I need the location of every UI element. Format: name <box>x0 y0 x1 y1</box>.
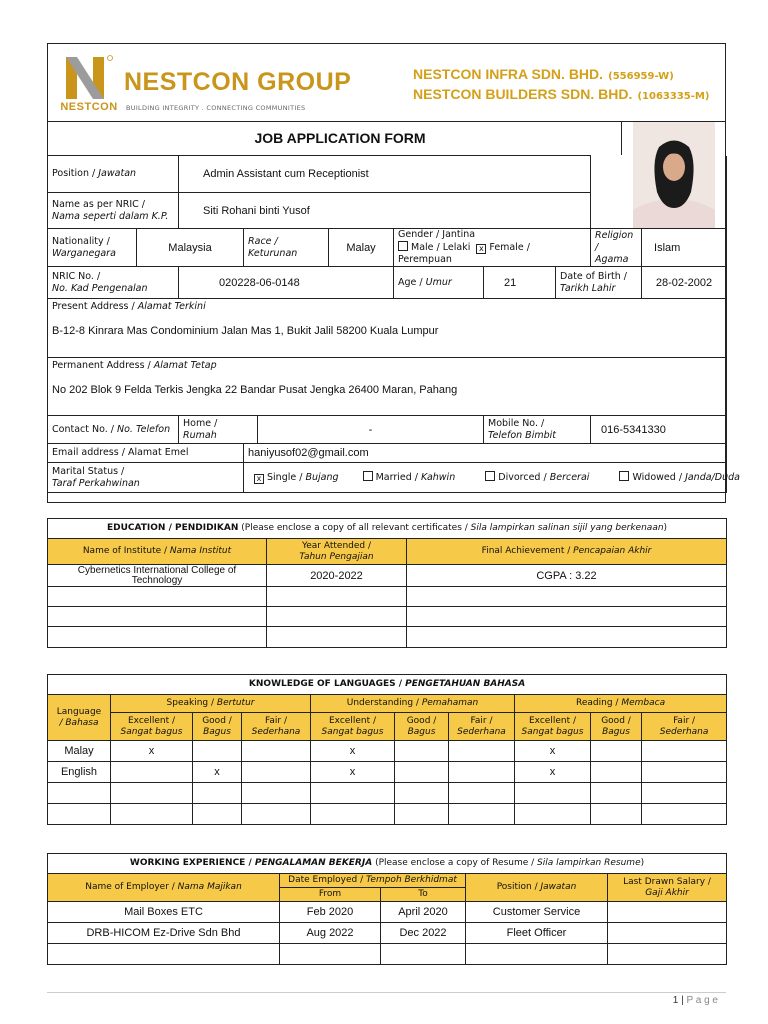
marital-single-label: Single / Bujang <box>267 472 339 483</box>
mark-cell[interactable] <box>642 741 727 762</box>
company-2 <box>413 84 709 103</box>
age-label: Age / Umur <box>394 267 484 299</box>
mark-cell[interactable] <box>242 762 311 783</box>
email-label: Email address / Alamat Emel <box>48 444 244 463</box>
language-cell[interactable] <box>48 804 111 825</box>
col-reading: Reading / Membaca <box>515 695 727 713</box>
gender-female-label: Female / Perempuan <box>398 242 530 265</box>
age-field[interactable]: 21 <box>484 267 556 299</box>
col-good: Good / Bagus <box>395 713 449 741</box>
mark-cell[interactable] <box>449 762 515 783</box>
tagline: BUILDING INTEGRITY . CONNECTING COMMUNITIES <box>126 104 306 112</box>
mark-cell[interactable] <box>449 804 515 825</box>
education-cell[interactable] <box>267 587 407 607</box>
col-position: Position / Jawatan <box>466 874 608 902</box>
education-cell[interactable] <box>48 587 267 607</box>
education-table <box>47 518 727 648</box>
to-cell[interactable]: April 2020 <box>381 902 466 923</box>
mark-cell[interactable] <box>242 783 311 804</box>
col-good: Good / Bagus <box>193 713 242 741</box>
marital-married-label: Married / Kahwin <box>375 472 456 483</box>
mark-cell[interactable] <box>642 762 727 783</box>
company-1 <box>413 64 674 83</box>
employer-cell[interactable]: DRB-HICOM Ez-Drive Sdn Bhd <box>48 923 280 944</box>
table-row <box>48 565 727 587</box>
mark-cell[interactable] <box>111 783 193 804</box>
table-row <box>48 741 727 762</box>
table-row <box>48 944 727 965</box>
experience-title: WORKING EXPERIENCE / PENGALAMAN BEKERJA (Please enclose a copy of Resume / Sila lampirkan Resume) <box>48 854 727 874</box>
mark-cell[interactable]: x <box>193 762 242 783</box>
experience-table <box>47 853 727 965</box>
name-field[interactable]: Siti Rohani binti Yusof <box>179 193 591 229</box>
col-date: Date Employed / Tempoh Berkhidmat <box>280 874 466 888</box>
to-cell[interactable] <box>381 944 466 965</box>
col-employer: Name of Employer / Nama Majikan <box>48 874 280 902</box>
table-row <box>48 783 727 804</box>
col-fair: Fair / Sederhana <box>449 713 515 741</box>
gender-male-checkbox[interactable] <box>398 241 408 251</box>
race-label: Race / Keturunan <box>244 229 329 267</box>
position-cell[interactable]: Fleet Officer <box>466 923 608 944</box>
col-institute: Name of Institute / Nama Institut <box>48 539 267 565</box>
mark-cell[interactable] <box>515 783 591 804</box>
col-excellent: Excellent / Sangat bagus <box>111 713 193 741</box>
table-row <box>48 607 727 627</box>
gender-female-checkbox[interactable]: x <box>476 244 486 254</box>
education-cell[interactable] <box>407 607 727 627</box>
page-word: P a g e <box>686 995 718 1006</box>
from-cell[interactable] <box>280 944 381 965</box>
present-address-cell <box>48 299 727 358</box>
marital-widowed-label: Widowed / Janda/Duda <box>632 472 740 483</box>
education-cell[interactable] <box>267 607 407 627</box>
present-address-field[interactable]: B-12-8 Kinrara Mas Condominium Jalan Mas 1, Bukit Jalil 58200 Kuala Lumpur <box>52 325 439 337</box>
education-cell[interactable] <box>267 627 407 648</box>
dob-label: Date of Birth / Tarikh Lahir <box>556 267 642 299</box>
header-divider <box>47 121 726 122</box>
religion-field[interactable]: Islam <box>642 229 727 267</box>
position-field[interactable]: Admin Assistant cum Receptionist <box>179 156 591 193</box>
nric-field[interactable]: 020228-06-0148 <box>179 267 394 299</box>
table-row <box>48 923 727 944</box>
mark-cell[interactable] <box>449 783 515 804</box>
contact-label: Contact No. / No. Telefon <box>48 416 179 444</box>
company-1-name: NESTCON INFRA SDN. BHD. <box>413 66 604 82</box>
mark-cell[interactable] <box>193 783 242 804</box>
mobile-field[interactable]: 016-5341330 <box>591 416 727 444</box>
group-name: NESTCON GROUP <box>124 68 352 96</box>
table-row <box>48 902 727 923</box>
home-field[interactable]: - <box>258 416 484 444</box>
salary-cell[interactable] <box>608 902 727 923</box>
table-row <box>48 804 727 825</box>
mark-cell[interactable] <box>395 762 449 783</box>
col-excellent: Excellent / Sangat bagus <box>515 713 591 741</box>
mark-cell[interactable] <box>515 804 591 825</box>
company-2-name: NESTCON BUILDERS SDN. BHD. <box>413 86 633 102</box>
dob-field[interactable]: 28-02-2002 <box>642 267 727 299</box>
to-cell[interactable]: Dec 2022 <box>381 923 466 944</box>
marital-label: Marital Status / Taraf Perkahwinan <box>48 463 244 493</box>
race-field[interactable]: Malay <box>329 229 394 267</box>
form-title: JOB APPLICATION FORM <box>254 130 426 146</box>
mark-cell[interactable] <box>311 804 395 825</box>
photo-cell-bottom <box>591 193 727 229</box>
languages-title: KNOWLEDGE OF LANGUAGES / PENGETAHUAN BAHASA <box>48 675 727 695</box>
marital-married-checkbox[interactable] <box>363 471 373 481</box>
languages-table <box>47 674 727 825</box>
marital-options <box>244 463 740 493</box>
mark-cell[interactable]: x <box>111 741 193 762</box>
col-good: Good / Bagus <box>591 713 642 741</box>
position-cell[interactable] <box>466 944 608 965</box>
present-address-label: Present Address / Alamat Terkini <box>52 301 206 312</box>
company-2-reg: (1063335-M) <box>637 91 710 102</box>
nationality-label: Nationality / Warganegara <box>48 229 137 267</box>
mark-cell[interactable]: x <box>515 741 591 762</box>
gender-male-label: Male / Lelaki <box>411 242 471 253</box>
col-from: From <box>280 888 381 902</box>
mark-cell[interactable] <box>591 741 642 762</box>
nestcon-logo <box>58 52 120 116</box>
education-cell[interactable] <box>407 627 727 648</box>
mark-cell[interactable] <box>395 804 449 825</box>
mark-cell[interactable]: x <box>515 762 591 783</box>
mark-cell[interactable] <box>591 783 642 804</box>
email-field[interactable]: haniyusof02@gmail.com <box>244 444 727 463</box>
marital-single-checkbox[interactable]: x <box>254 474 264 484</box>
mark-cell[interactable] <box>449 741 515 762</box>
permanent-address-field[interactable]: No 202 Blok 9 Felda Terkis Jengka 22 Bandar Pusat Jengka 26400 Maran, Pahang <box>52 384 458 396</box>
mark-cell[interactable]: x <box>311 762 395 783</box>
personal-info-table <box>47 155 740 493</box>
language-cell[interactable] <box>48 783 111 804</box>
permanent-address-cell <box>48 358 727 416</box>
language-name: English <box>48 762 111 783</box>
mark-cell[interactable] <box>642 783 727 804</box>
mark-cell[interactable] <box>591 762 642 783</box>
salary-cell[interactable] <box>608 923 727 944</box>
photo-cell <box>591 156 727 193</box>
col-understanding: Understanding / Pemahaman <box>311 695 515 713</box>
col-speaking: Speaking / Bertutur <box>111 695 311 713</box>
mark-cell[interactable] <box>395 783 449 804</box>
mark-cell[interactable] <box>395 741 449 762</box>
mark-cell[interactable] <box>193 804 242 825</box>
salary-cell[interactable] <box>608 944 727 965</box>
logo-text: NESTCON <box>60 101 118 113</box>
gender-label: Gender / Jantina <box>398 229 476 240</box>
education-institute[interactable]: Cybernetics International College of Technology <box>48 565 267 587</box>
mark-cell[interactable] <box>311 783 395 804</box>
from-cell[interactable]: Aug 2022 <box>280 923 381 944</box>
col-fair: Fair / Sederhana <box>642 713 727 741</box>
position-label: Position / Jawatan <box>48 156 179 193</box>
page-number: 1 | P a g e <box>672 995 718 1006</box>
footer-divider <box>47 992 726 993</box>
marital-widowed-checkbox[interactable] <box>619 471 629 481</box>
education-year[interactable]: 2020-2022 <box>267 565 407 587</box>
language-name: Malay <box>48 741 111 762</box>
employer-cell[interactable] <box>48 944 280 965</box>
title-divider <box>621 121 622 155</box>
col-salary: Last Drawn Salary / Gaji Akhir <box>608 874 727 902</box>
mark-cell[interactable] <box>642 804 727 825</box>
mark-cell[interactable] <box>111 804 193 825</box>
marital-divorced-checkbox[interactable] <box>485 471 495 481</box>
employer-cell[interactable]: Mail Boxes ETC <box>48 902 280 923</box>
col-to: To <box>381 888 466 902</box>
mark-cell[interactable] <box>591 804 642 825</box>
education-cell[interactable] <box>48 607 267 627</box>
mobile-label: Mobile No. / Telefon Bimbit <box>484 416 591 444</box>
mark-cell[interactable] <box>193 741 242 762</box>
table-row <box>48 762 727 783</box>
table-row <box>48 587 727 607</box>
home-label: Home / Rumah <box>179 416 258 444</box>
education-cell[interactable] <box>48 627 267 648</box>
nationality-field[interactable]: Malaysia <box>137 229 244 267</box>
col-year: Year Attended / Tahun Pengajian <box>267 539 407 565</box>
col-language: Language / Bahasa <box>48 695 111 741</box>
from-cell[interactable]: Feb 2020 <box>280 902 381 923</box>
mark-cell[interactable] <box>242 741 311 762</box>
religion-label: Religion / Agama <box>591 229 642 267</box>
education-title: EDUCATION / PENDIDIKAN (Please enclose a copy of all relevant certificates / Sila lampirkan salinan sijil yang berkenaan) <box>48 519 727 539</box>
name-label: Name as per NRIC / Nama seperti dalam K.P. <box>48 193 179 229</box>
col-fair: Fair / Sederhana <box>242 713 311 741</box>
education-cell[interactable] <box>407 587 727 607</box>
page-number-value: 1 <box>672 995 679 1006</box>
permanent-address-label: Permanent Address / Alamat Tetap <box>52 360 217 371</box>
mark-cell[interactable]: x <box>311 741 395 762</box>
education-final[interactable]: CGPA : 3.22 <box>407 565 727 587</box>
position-cell[interactable]: Customer Service <box>466 902 608 923</box>
gender-group <box>394 229 591 267</box>
marital-divorced-label: Divorced / Bercerai <box>498 472 590 483</box>
mark-cell[interactable] <box>242 804 311 825</box>
mark-cell[interactable] <box>111 762 193 783</box>
company-1-reg: (556959-W) <box>608 71 674 82</box>
nric-label: NRIC No. / No. Kad Pengenalan <box>48 267 179 299</box>
col-final: Final Achievement / Pencapaian Akhir <box>407 539 727 565</box>
table-row <box>48 627 727 648</box>
col-excellent: Excellent / Sangat bagus <box>311 713 395 741</box>
